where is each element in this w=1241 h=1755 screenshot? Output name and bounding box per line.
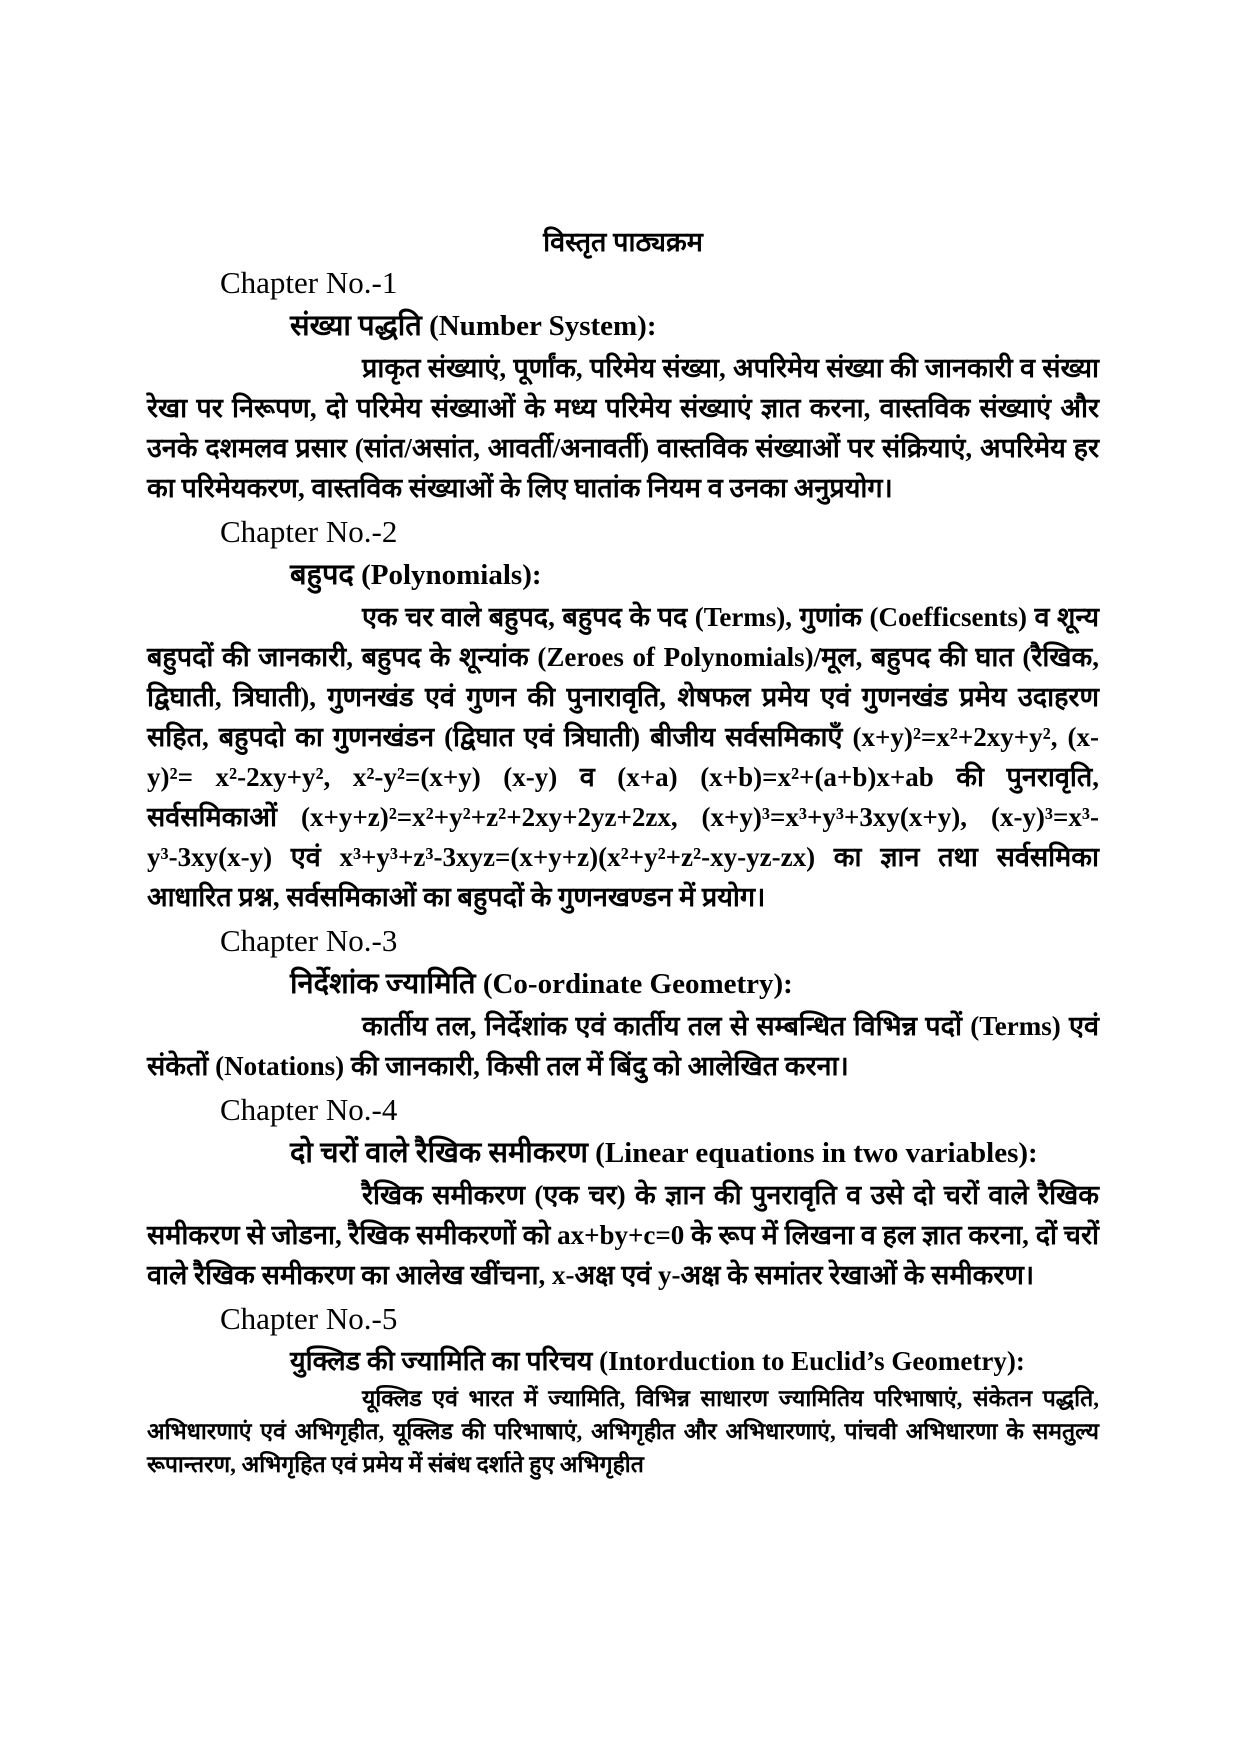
page-title: विस्तृत पाठ्यक्रम (543, 227, 703, 257)
chapter-heading: Chapter No.-4 (220, 1092, 398, 1127)
chapter-content: एक चर वाले बहुपद, बहुपद के पद (Terms), गुणांक (Coefficsents) व शून्य बहुपदों की जानकारी, बहुपद के शून्यांक (Zeroes of Polynomials)/मूल, बहुपद की घात (रैखिक, द्विघाती, त्रिघाती), गुणनखंड एवं गुणन की पुनारावृति, शेषफल प्रमेय एवं गुणनखंड प्रमेय उदाहरण सहित, बहुपदो का गुणनखंडन (द्विघात एवं त्रिघाती) बीजीय सर्वसमिकाएँ (x+y)²=x²+2xy+y², (x-y)²= x²-2xy+y², x²-y²=(x+y) (x-y) व (x+a) (x+b)=x²+(a+b)x+ab की पुनरावृति, सर्वसमिकाओं (x+y+z)²=x²+y²+z²+2xy+2yz+2zx, (x+y)³=x³+y³+3xy(x+y), (x-y)³=x³-y³-3xy(x-y) एवं x³+y³+z³-3xyz=(x+y+z)(x²+y²+z²-xy-yz-zx) का ज्ञान तथा सर्वसमिका आधारित प्रश्न, सर्वसमिकाओं का बहुपदों के गुणनखण्डन में प्रयोग। (147, 602, 1099, 912)
chapter-heading: Chapter No.-2 (220, 514, 398, 549)
chapter-topic: संख्या पद्धति (Number System): (290, 310, 657, 342)
chapter-topic: निर्देशांक ज्यामिति (Co-ordinate Geometry): (290, 968, 793, 1000)
chapter-content: प्राकृत संख्याएं, पूर्णांक, परिमेय संख्या, अपरिमेय संख्या की जानकारी व संख्या रेखा पर निरूपण, दो परिमेय संख्याओं के मध्य परिमेय संख्याएं ज्ञात करना, वास्तविक संख्याएं और उनके दशमलव प्रसार (सांत/असांत, आवर्ती/अनावर्ती) वास्तविक संख्याओं पर संक्रियाएं, अपरिमेय हर का परिमेयकरण, वास्तविक संख्याओं के लिए घातांक नियम व उनका अनुप्रयोग। (147, 353, 1099, 503)
chapter-content: रैखिक समीकरण (एक चर) के ज्ञान की पुनरावृति व उसे दो चरों वाले रैखिक समीकरण से जोडना, रैखिक समीकरणों को ax+by+c=0 के रूप में लिखना व हल ज्ञात करना, दों चरों वाले रैखिक समीकरण का आलेख खींचना, x-अक्ष एवं y-अक्ष के समांतर रेखाओं के समीकरण। (147, 1180, 1099, 1290)
chapter-content: कार्तीय तल, निर्देशांक एवं कार्तीय तल से सम्बन्धित विभिन्न पदों (Terms) एवं संकेतों (Notations) की जानकारी, किसी तल में बिंदु को आलेखित करना। (147, 1011, 1099, 1081)
chapter-topic: युक्लिड की ज्यामिति का परिचय (Intorduction to Euclid’s Geometry): (290, 1346, 1025, 1376)
chapter-heading: Chapter No.-3 (220, 923, 398, 958)
chapter-topic: दो चरों वाले रैखिक समीकरण (Linear equations in two variables): (290, 1137, 1038, 1169)
chapter-content: यूक्लिड एवं भारत में ज्यामिति, विभिन्न साधारण ज्यामितिय परिभाषाएं, संकेतन पद्धति, अभिधारणाएं एवं अभिगृहीत, यूक्लिड की परिभाषाएं, अभिगृहीत और अभिधारणाएं, पांचवी अभिधारणा के समतुल्य रूपान्तरण, अभिगृहित एवं प्रमेय में संबंध दर्शाते हुए अभिगृहीत (147, 1386, 1099, 1477)
syllabus-content (147, 222, 1099, 1485)
chapter-heading: Chapter No.-5 (220, 1301, 398, 1336)
chapter-topic: बहुपद (Polynomials): (290, 559, 542, 591)
chapter-heading: Chapter No.-1 (220, 265, 398, 300)
